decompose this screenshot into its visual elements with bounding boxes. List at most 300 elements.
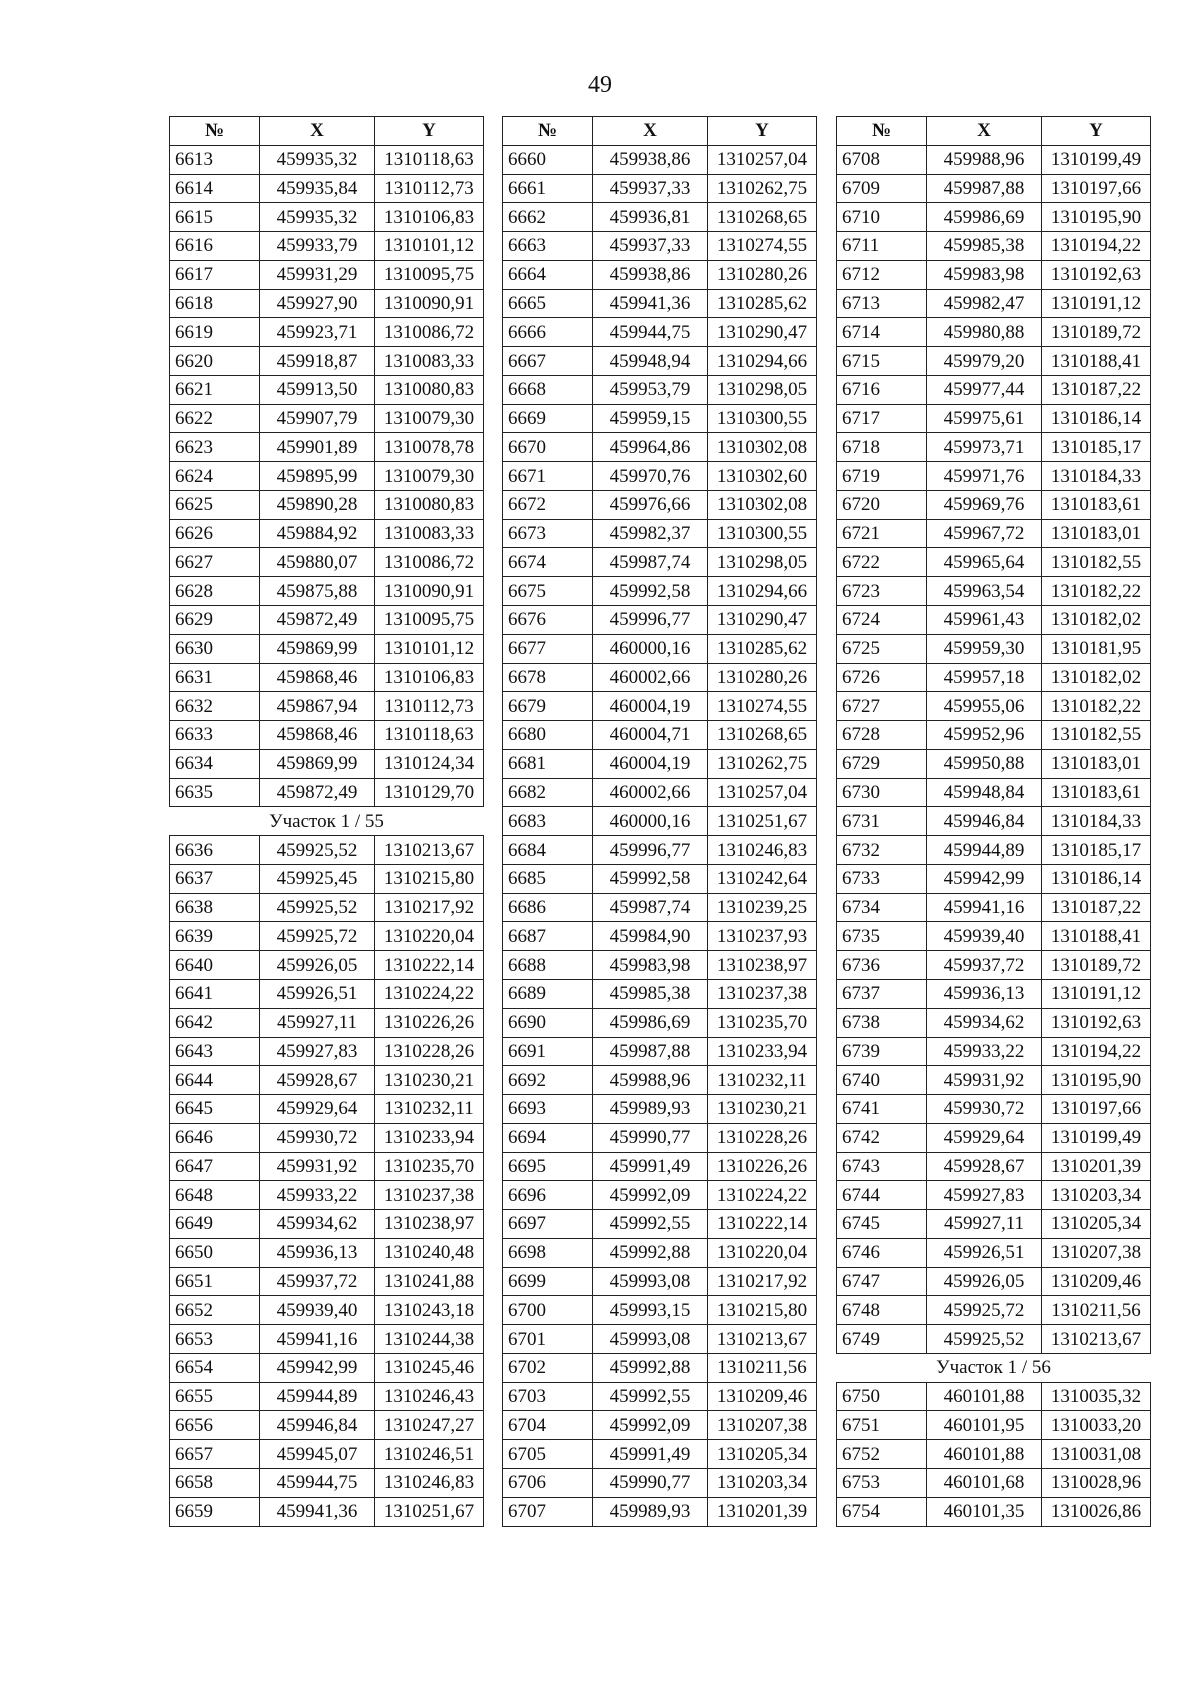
x-coordinate: 459959,15 bbox=[593, 404, 708, 433]
point-number: 6722 bbox=[837, 548, 927, 577]
x-coordinate: 459952,96 bbox=[927, 721, 1042, 750]
table-row bbox=[837, 203, 1151, 232]
point-number: 6659 bbox=[170, 1497, 260, 1526]
x-coordinate: 459867,94 bbox=[260, 692, 375, 721]
y-coordinate: 1310199,49 bbox=[1042, 145, 1151, 174]
x-coordinate: 459941,16 bbox=[260, 1325, 375, 1354]
y-coordinate: 1310217,92 bbox=[708, 1267, 817, 1296]
table-row bbox=[503, 951, 817, 980]
y-coordinate: 1310215,80 bbox=[708, 1296, 817, 1325]
table-header-row bbox=[170, 117, 484, 146]
table-row bbox=[503, 1066, 817, 1095]
x-coordinate: 459941,36 bbox=[260, 1497, 375, 1526]
header-x: X bbox=[927, 117, 1042, 146]
x-coordinate: 459913,50 bbox=[260, 375, 375, 404]
table-row bbox=[170, 606, 484, 635]
y-coordinate: 1310285,62 bbox=[708, 634, 817, 663]
point-number: 6631 bbox=[170, 663, 260, 692]
point-number: 6715 bbox=[837, 347, 927, 376]
table-row bbox=[837, 1468, 1151, 1497]
point-number: 6661 bbox=[503, 174, 593, 203]
x-coordinate: 459895,99 bbox=[260, 462, 375, 491]
y-coordinate: 1310241,88 bbox=[375, 1267, 484, 1296]
table-row bbox=[170, 1325, 484, 1354]
table-row bbox=[503, 1353, 817, 1382]
x-coordinate: 459992,55 bbox=[593, 1382, 708, 1411]
x-coordinate: 459944,89 bbox=[927, 836, 1042, 865]
table-row bbox=[170, 778, 484, 807]
table-row bbox=[837, 174, 1151, 203]
x-coordinate: 460004,19 bbox=[593, 749, 708, 778]
y-coordinate: 1310245,46 bbox=[375, 1353, 484, 1382]
x-coordinate: 459927,83 bbox=[927, 1181, 1042, 1210]
table-row bbox=[837, 519, 1151, 548]
x-coordinate: 459971,76 bbox=[927, 462, 1042, 491]
y-coordinate: 1310078,78 bbox=[375, 433, 484, 462]
x-coordinate: 459925,52 bbox=[260, 836, 375, 865]
point-number: 6740 bbox=[837, 1066, 927, 1095]
table-row bbox=[503, 548, 817, 577]
x-coordinate: 459946,84 bbox=[927, 807, 1042, 836]
y-coordinate: 1310079,30 bbox=[375, 462, 484, 491]
header-y: Y bbox=[708, 117, 817, 146]
x-coordinate: 459991,49 bbox=[593, 1440, 708, 1469]
x-coordinate: 459926,05 bbox=[927, 1267, 1042, 1296]
y-coordinate: 1310232,11 bbox=[708, 1066, 817, 1095]
point-number: 6739 bbox=[837, 1037, 927, 1066]
point-number: 6618 bbox=[170, 289, 260, 318]
x-coordinate: 459985,38 bbox=[927, 232, 1042, 261]
table-row bbox=[503, 634, 817, 663]
x-coordinate: 459965,64 bbox=[927, 548, 1042, 577]
x-coordinate: 459988,96 bbox=[593, 1066, 708, 1095]
y-coordinate: 1310207,38 bbox=[1042, 1238, 1151, 1267]
table-row bbox=[503, 1468, 817, 1497]
x-coordinate: 459948,84 bbox=[927, 778, 1042, 807]
point-number: 6734 bbox=[837, 893, 927, 922]
point-number: 6725 bbox=[837, 634, 927, 663]
y-coordinate: 1310213,67 bbox=[1042, 1325, 1151, 1354]
y-coordinate: 1310195,90 bbox=[1042, 1066, 1151, 1095]
x-coordinate: 459948,94 bbox=[593, 347, 708, 376]
table-row bbox=[837, 634, 1151, 663]
x-coordinate: 459869,99 bbox=[260, 749, 375, 778]
table-row bbox=[170, 1238, 484, 1267]
table-row bbox=[503, 692, 817, 721]
x-coordinate: 459944,75 bbox=[260, 1468, 375, 1497]
point-number: 6663 bbox=[503, 232, 593, 261]
table-row bbox=[503, 922, 817, 951]
table-row bbox=[170, 893, 484, 922]
section-row bbox=[170, 807, 484, 836]
table-row bbox=[837, 232, 1151, 261]
y-coordinate: 1310224,22 bbox=[708, 1181, 817, 1210]
y-coordinate: 1310237,38 bbox=[375, 1181, 484, 1210]
point-number: 6640 bbox=[170, 951, 260, 980]
y-coordinate: 1310183,61 bbox=[1042, 490, 1151, 519]
y-coordinate: 1310194,22 bbox=[1042, 1037, 1151, 1066]
y-coordinate: 1310124,34 bbox=[375, 749, 484, 778]
table-row bbox=[837, 1210, 1151, 1239]
y-coordinate: 1310185,17 bbox=[1042, 433, 1151, 462]
point-number: 6728 bbox=[837, 721, 927, 750]
table-row bbox=[503, 1123, 817, 1152]
point-number: 6632 bbox=[170, 692, 260, 721]
point-number: 6752 bbox=[837, 1440, 927, 1469]
table-row bbox=[503, 1152, 817, 1181]
table-row bbox=[837, 1095, 1151, 1124]
x-coordinate: 459967,72 bbox=[927, 519, 1042, 548]
x-coordinate: 459929,64 bbox=[260, 1095, 375, 1124]
point-number: 6711 bbox=[837, 232, 927, 261]
x-coordinate: 459937,72 bbox=[927, 951, 1042, 980]
point-number: 6621 bbox=[170, 375, 260, 404]
table-row bbox=[837, 1440, 1151, 1469]
table-row bbox=[837, 145, 1151, 174]
point-number: 6716 bbox=[837, 375, 927, 404]
x-coordinate: 459927,90 bbox=[260, 289, 375, 318]
y-coordinate: 1310222,14 bbox=[375, 951, 484, 980]
table-row bbox=[503, 663, 817, 692]
y-coordinate: 1310251,67 bbox=[708, 807, 817, 836]
table-row bbox=[837, 721, 1151, 750]
table-row bbox=[170, 634, 484, 663]
table-row bbox=[503, 519, 817, 548]
table-row bbox=[837, 375, 1151, 404]
y-coordinate: 1310101,12 bbox=[375, 634, 484, 663]
y-coordinate: 1310181,95 bbox=[1042, 634, 1151, 663]
y-coordinate: 1310262,75 bbox=[708, 174, 817, 203]
y-coordinate: 1310106,83 bbox=[375, 203, 484, 232]
point-number: 6717 bbox=[837, 404, 927, 433]
point-number: 6691 bbox=[503, 1037, 593, 1066]
point-number: 6705 bbox=[503, 1440, 593, 1469]
y-coordinate: 1310095,75 bbox=[375, 260, 484, 289]
x-coordinate: 459935,84 bbox=[260, 174, 375, 203]
y-coordinate: 1310187,22 bbox=[1042, 893, 1151, 922]
table-row bbox=[503, 404, 817, 433]
y-coordinate: 1310239,25 bbox=[708, 893, 817, 922]
y-coordinate: 1310209,46 bbox=[708, 1382, 817, 1411]
table-row bbox=[837, 260, 1151, 289]
table-row bbox=[503, 260, 817, 289]
x-coordinate: 459942,99 bbox=[927, 864, 1042, 893]
point-number: 6626 bbox=[170, 519, 260, 548]
table-row bbox=[837, 462, 1151, 491]
table-row bbox=[503, 347, 817, 376]
table-row bbox=[837, 1037, 1151, 1066]
coordinates-table-2 bbox=[502, 116, 817, 1527]
table-row bbox=[503, 145, 817, 174]
point-number: 6697 bbox=[503, 1210, 593, 1239]
point-number: 6709 bbox=[837, 174, 927, 203]
point-number: 6724 bbox=[837, 606, 927, 635]
table-row bbox=[170, 922, 484, 951]
x-coordinate: 460002,66 bbox=[593, 663, 708, 692]
x-coordinate: 459979,20 bbox=[927, 347, 1042, 376]
x-coordinate: 459930,72 bbox=[260, 1123, 375, 1152]
point-number: 6693 bbox=[503, 1095, 593, 1124]
table-row bbox=[170, 692, 484, 721]
y-coordinate: 1310235,70 bbox=[708, 1008, 817, 1037]
point-number: 6653 bbox=[170, 1325, 260, 1354]
point-number: 6645 bbox=[170, 1095, 260, 1124]
y-coordinate: 1310238,97 bbox=[375, 1210, 484, 1239]
x-coordinate: 459985,38 bbox=[593, 979, 708, 1008]
x-coordinate: 459990,77 bbox=[593, 1468, 708, 1497]
y-coordinate: 1310028,96 bbox=[1042, 1468, 1151, 1497]
y-coordinate: 1310194,22 bbox=[1042, 232, 1151, 261]
point-number: 6744 bbox=[837, 1181, 927, 1210]
y-coordinate: 1310112,73 bbox=[375, 692, 484, 721]
y-coordinate: 1310182,55 bbox=[1042, 721, 1151, 750]
y-coordinate: 1310274,55 bbox=[708, 692, 817, 721]
point-number: 6613 bbox=[170, 145, 260, 174]
y-coordinate: 1310238,97 bbox=[708, 951, 817, 980]
table-row bbox=[170, 1440, 484, 1469]
point-number: 6719 bbox=[837, 462, 927, 491]
table-row bbox=[837, 1497, 1151, 1526]
point-number: 6647 bbox=[170, 1152, 260, 1181]
x-coordinate: 459925,72 bbox=[260, 922, 375, 951]
y-coordinate: 1310182,55 bbox=[1042, 548, 1151, 577]
table-row bbox=[170, 347, 484, 376]
y-coordinate: 1310026,86 bbox=[1042, 1497, 1151, 1526]
point-number: 6629 bbox=[170, 606, 260, 635]
x-coordinate: 459980,88 bbox=[927, 318, 1042, 347]
table-row bbox=[503, 893, 817, 922]
point-number: 6677 bbox=[503, 634, 593, 663]
y-coordinate: 1310079,30 bbox=[375, 404, 484, 433]
point-number: 6687 bbox=[503, 922, 593, 951]
table-row bbox=[503, 721, 817, 750]
x-coordinate: 459933,22 bbox=[927, 1037, 1042, 1066]
x-coordinate: 459992,58 bbox=[593, 864, 708, 893]
y-coordinate: 1310274,55 bbox=[708, 232, 817, 261]
x-coordinate: 459991,49 bbox=[593, 1152, 708, 1181]
x-coordinate: 460101,88 bbox=[927, 1382, 1042, 1411]
coordinates-table-1 bbox=[169, 116, 484, 1527]
y-coordinate: 1310294,66 bbox=[708, 347, 817, 376]
point-number: 6729 bbox=[837, 749, 927, 778]
point-number: 6704 bbox=[503, 1411, 593, 1440]
x-coordinate: 459927,11 bbox=[927, 1210, 1042, 1239]
y-coordinate: 1310205,34 bbox=[1042, 1210, 1151, 1239]
header-number: № bbox=[503, 117, 593, 146]
x-coordinate: 459976,66 bbox=[593, 490, 708, 519]
y-coordinate: 1310188,41 bbox=[1042, 347, 1151, 376]
point-number: 6617 bbox=[170, 260, 260, 289]
x-coordinate: 459944,89 bbox=[260, 1382, 375, 1411]
point-number: 6750 bbox=[837, 1382, 927, 1411]
y-coordinate: 1310189,72 bbox=[1042, 951, 1151, 980]
x-coordinate: 459946,84 bbox=[260, 1411, 375, 1440]
y-coordinate: 1310211,56 bbox=[1042, 1296, 1151, 1325]
point-number: 6738 bbox=[837, 1008, 927, 1037]
point-number: 6690 bbox=[503, 1008, 593, 1037]
point-number: 6685 bbox=[503, 864, 593, 893]
point-number: 6720 bbox=[837, 490, 927, 519]
point-number: 6666 bbox=[503, 318, 593, 347]
x-coordinate: 460000,16 bbox=[593, 634, 708, 663]
y-coordinate: 1310183,01 bbox=[1042, 749, 1151, 778]
y-coordinate: 1310083,33 bbox=[375, 519, 484, 548]
table-row bbox=[837, 1123, 1151, 1152]
x-coordinate: 460101,68 bbox=[927, 1468, 1042, 1497]
x-coordinate: 459992,88 bbox=[593, 1238, 708, 1267]
x-coordinate: 459869,99 bbox=[260, 634, 375, 663]
y-coordinate: 1310211,56 bbox=[708, 1353, 817, 1382]
y-coordinate: 1310228,26 bbox=[708, 1123, 817, 1152]
x-coordinate: 459939,40 bbox=[260, 1296, 375, 1325]
point-number: 6730 bbox=[837, 778, 927, 807]
point-number: 6703 bbox=[503, 1382, 593, 1411]
point-number: 6656 bbox=[170, 1411, 260, 1440]
table-row bbox=[170, 174, 484, 203]
table-row bbox=[170, 1468, 484, 1497]
point-number: 6670 bbox=[503, 433, 593, 462]
y-coordinate: 1310285,62 bbox=[708, 289, 817, 318]
y-coordinate: 1310246,83 bbox=[375, 1468, 484, 1497]
x-coordinate: 459969,76 bbox=[927, 490, 1042, 519]
table-row bbox=[837, 490, 1151, 519]
y-coordinate: 1310106,83 bbox=[375, 663, 484, 692]
table-row bbox=[170, 375, 484, 404]
point-number: 6732 bbox=[837, 836, 927, 865]
x-coordinate: 459868,46 bbox=[260, 663, 375, 692]
point-number: 6673 bbox=[503, 519, 593, 548]
table-row bbox=[837, 404, 1151, 433]
point-number: 6688 bbox=[503, 951, 593, 980]
table-row bbox=[170, 145, 484, 174]
x-coordinate: 459937,33 bbox=[593, 174, 708, 203]
y-coordinate: 1310280,26 bbox=[708, 663, 817, 692]
table-row bbox=[503, 807, 817, 836]
point-number: 6646 bbox=[170, 1123, 260, 1152]
y-coordinate: 1310101,12 bbox=[375, 232, 484, 261]
point-number: 6748 bbox=[837, 1296, 927, 1325]
table-row bbox=[503, 1440, 817, 1469]
x-coordinate: 460002,66 bbox=[593, 778, 708, 807]
x-coordinate: 459983,98 bbox=[927, 260, 1042, 289]
x-coordinate: 459953,79 bbox=[593, 375, 708, 404]
x-coordinate: 459937,72 bbox=[260, 1267, 375, 1296]
point-number: 6692 bbox=[503, 1066, 593, 1095]
y-coordinate: 1310230,21 bbox=[708, 1095, 817, 1124]
x-coordinate: 459929,64 bbox=[927, 1123, 1042, 1152]
y-coordinate: 1310191,12 bbox=[1042, 289, 1151, 318]
y-coordinate: 1310080,83 bbox=[375, 490, 484, 519]
x-coordinate: 459993,08 bbox=[593, 1325, 708, 1354]
y-coordinate: 1310086,72 bbox=[375, 318, 484, 347]
point-number: 6723 bbox=[837, 577, 927, 606]
y-coordinate: 1310235,70 bbox=[375, 1152, 484, 1181]
x-coordinate: 459963,54 bbox=[927, 577, 1042, 606]
point-number: 6657 bbox=[170, 1440, 260, 1469]
table-row bbox=[503, 203, 817, 232]
y-coordinate: 1310201,39 bbox=[1042, 1152, 1151, 1181]
x-coordinate: 459970,76 bbox=[593, 462, 708, 491]
x-coordinate: 459875,88 bbox=[260, 577, 375, 606]
y-coordinate: 1310185,17 bbox=[1042, 836, 1151, 865]
x-coordinate: 459925,72 bbox=[927, 1296, 1042, 1325]
x-coordinate: 459926,51 bbox=[260, 979, 375, 1008]
y-coordinate: 1310197,66 bbox=[1042, 174, 1151, 203]
table-header-row bbox=[837, 117, 1151, 146]
y-coordinate: 1310240,48 bbox=[375, 1238, 484, 1267]
y-coordinate: 1310302,08 bbox=[708, 490, 817, 519]
table-row bbox=[170, 1382, 484, 1411]
table-row bbox=[170, 1210, 484, 1239]
x-coordinate: 459996,77 bbox=[593, 836, 708, 865]
table-row bbox=[837, 1411, 1151, 1440]
x-coordinate: 459868,46 bbox=[260, 721, 375, 750]
table-row bbox=[170, 203, 484, 232]
y-coordinate: 1310246,43 bbox=[375, 1382, 484, 1411]
table-row bbox=[837, 807, 1151, 836]
point-number: 6699 bbox=[503, 1267, 593, 1296]
point-number: 6742 bbox=[837, 1123, 927, 1152]
point-number: 6644 bbox=[170, 1066, 260, 1095]
table-row bbox=[837, 1066, 1151, 1095]
y-coordinate: 1310203,34 bbox=[1042, 1181, 1151, 1210]
point-number: 6736 bbox=[837, 951, 927, 980]
point-number: 6669 bbox=[503, 404, 593, 433]
y-coordinate: 1310243,18 bbox=[375, 1296, 484, 1325]
table-row bbox=[170, 663, 484, 692]
y-coordinate: 1310237,93 bbox=[708, 922, 817, 951]
table-row bbox=[837, 692, 1151, 721]
y-coordinate: 1310033,20 bbox=[1042, 1411, 1151, 1440]
section-title: Участок 1 / 56 bbox=[837, 1353, 1151, 1382]
x-coordinate: 459880,07 bbox=[260, 548, 375, 577]
table-row bbox=[503, 1411, 817, 1440]
header-number: № bbox=[170, 117, 260, 146]
y-coordinate: 1310197,66 bbox=[1042, 1095, 1151, 1124]
y-coordinate: 1310192,63 bbox=[1042, 260, 1151, 289]
x-coordinate: 459936,81 bbox=[593, 203, 708, 232]
x-coordinate: 459984,90 bbox=[593, 922, 708, 951]
table-row bbox=[837, 864, 1151, 893]
table-row bbox=[503, 462, 817, 491]
table-row bbox=[170, 721, 484, 750]
point-number: 6639 bbox=[170, 922, 260, 951]
x-coordinate: 459950,88 bbox=[927, 749, 1042, 778]
table-row bbox=[837, 836, 1151, 865]
x-coordinate: 459925,45 bbox=[260, 864, 375, 893]
point-number: 6684 bbox=[503, 836, 593, 865]
y-coordinate: 1310186,14 bbox=[1042, 404, 1151, 433]
table-row bbox=[170, 951, 484, 980]
point-number: 6746 bbox=[837, 1238, 927, 1267]
point-number: 6633 bbox=[170, 721, 260, 750]
y-coordinate: 1310302,08 bbox=[708, 433, 817, 462]
table-row bbox=[503, 778, 817, 807]
x-coordinate: 460004,19 bbox=[593, 692, 708, 721]
table-row bbox=[837, 318, 1151, 347]
point-number: 6735 bbox=[837, 922, 927, 951]
table-row bbox=[170, 1353, 484, 1382]
table-row bbox=[837, 922, 1151, 951]
point-number: 6655 bbox=[170, 1382, 260, 1411]
y-coordinate: 1310035,32 bbox=[1042, 1382, 1151, 1411]
header-y: Y bbox=[1042, 117, 1151, 146]
header-y: Y bbox=[375, 117, 484, 146]
point-number: 6706 bbox=[503, 1468, 593, 1497]
table-row bbox=[837, 979, 1151, 1008]
point-number: 6620 bbox=[170, 347, 260, 376]
x-coordinate: 459992,88 bbox=[593, 1353, 708, 1382]
